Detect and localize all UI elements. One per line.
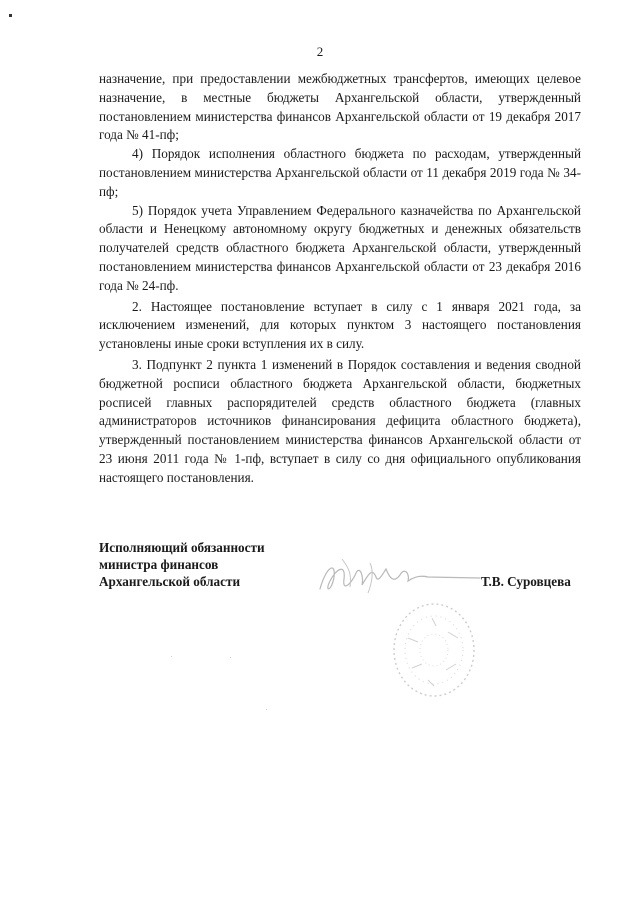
round-seal-stamp-icon xyxy=(388,598,480,702)
handwritten-signature-icon xyxy=(312,553,484,599)
scan-speck xyxy=(266,709,267,710)
signatory-position xyxy=(99,539,289,590)
paragraph-section-2: 2. Настоящее постановление вступает в силу с 1 января 2021 года, за исключением изменений, для которых пунктом 3 настоящего постановления установлены иные сроки вступления их в силу. xyxy=(99,298,581,352)
paragraph-item-5: 5) Порядок учета Управлением Федерального казначейства по Архангельской области и Ненецкому автономному округу бюджетных и денежных обязательств получателей средств областного бюджета Архангельской области, утвержденный постановлением министерства финансов Архангельской области от 23 декабря 2016 года № 24-пф. xyxy=(99,202,581,293)
signatory-position-line: министра финансов xyxy=(99,557,219,572)
scan-speck xyxy=(171,656,172,657)
scan-speck xyxy=(230,657,231,658)
paragraph-continuation: назначение, при предоставлении межбюджетных трансфертов, имеющих целевое назначение, в местные бюджеты Архангельской области, утвержденный постановлением министерства финансов Архангельской области от 19 декабря 2017 года № 41-пф; xyxy=(99,71,581,143)
paragraph-section-3: 3. Подпункт 2 пункта 1 изменений в Порядок составления и ведения сводной бюджетной росписи областного бюджета Архангельской области, бюджетных росписей главных распорядителей средств областного бюджета (главных администраторов источников финансирования дефицита областного бюджета), утвержденный постановлением министерства финансов Архангельской области от 23 июня 2011 года № 1-пф, вступает в силу со дня официального опубликования настоящего постановления. xyxy=(99,356,581,485)
scan-artifact-mark xyxy=(9,14,12,17)
signatory-position-line: Архангельской области xyxy=(99,574,241,589)
document-body xyxy=(99,70,581,488)
signatory-name: Т.В. Суровцева xyxy=(481,574,571,589)
page-number: 2 xyxy=(316,44,324,59)
paragraph-item-4: 4) Порядок исполнения областного бюджета по расходам, утвержденный постановлением министерства Архангельской области от 11 декабря 2019 года № 34-пф; xyxy=(99,146,581,199)
signatory-position-line: Исполняющий обязанности xyxy=(99,540,265,555)
